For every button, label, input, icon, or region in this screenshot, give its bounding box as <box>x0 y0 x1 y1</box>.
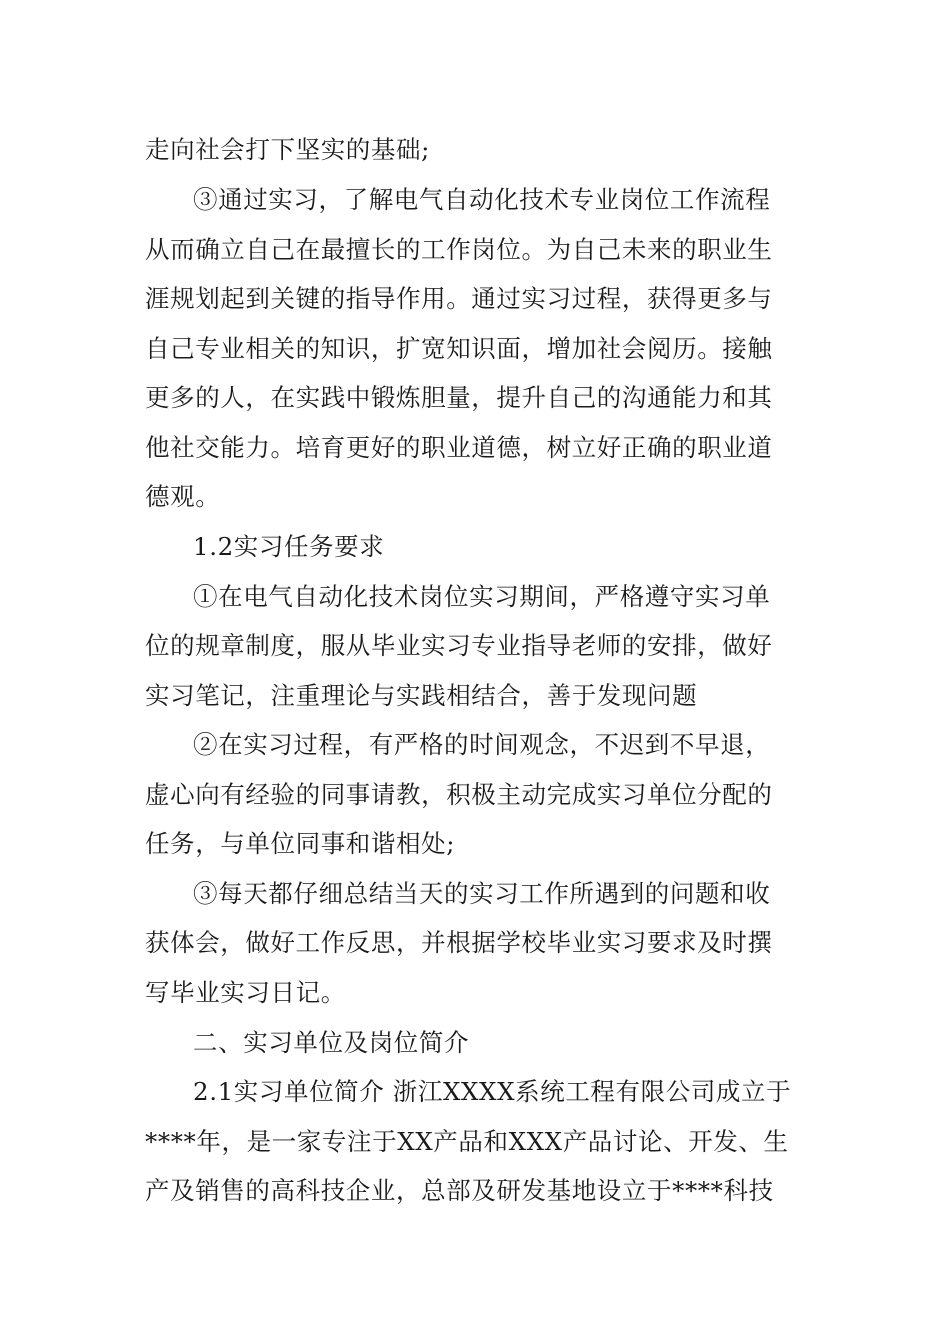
text-line-20: 2.1实习单位简介 浙江XXXX系统工程有限公司成立于 <box>193 1077 792 1106</box>
text-line-1: 走向社会打下坚实的基础; <box>145 135 430 164</box>
text-line-16: ③每天都仔细总结当天的实习工作所遇到的问题和收 <box>193 879 771 908</box>
text-line-8: 德观。 <box>145 482 221 511</box>
text-line-2: ③通过实习，了解电气自动化技术专业岗位工作流程 <box>193 185 771 214</box>
text-line-15: 任务，与单位同事和谐相处; <box>145 829 456 858</box>
text-line-11: 位的规章制度，服从毕业实习专业指导老师的安排，做好 <box>145 631 773 660</box>
text-line-22: 产及销售的高科技企业，总部及研发基地设立于****科技 <box>145 1176 774 1205</box>
text-line-6: 更多的人，在实践中锻炼胆量，提升自己的沟通能力和其 <box>145 383 773 412</box>
text-line-5: 自己专业相关的知识，扩宽知识面，增加社会阅历。接触 <box>145 334 773 363</box>
section-heading-1-2: 1.2实习任务要求 <box>193 532 385 561</box>
text-line-12: 实习笔记，注重理论与实践相结合，善于发现问题 <box>145 681 698 710</box>
section-heading-2: 二、实习单位及岗位简介 <box>193 1028 470 1057</box>
text-line-17: 获体会，做好工作反思，并根据学校毕业实习要求及时撰 <box>145 928 773 957</box>
text-line-13: ②在实习过程，有严格的时间观念，不迟到不早退， <box>193 730 771 759</box>
text-line-7: 他社交能力。培育更好的职业道德，树立好正确的职业道 <box>145 433 773 462</box>
text-line-21: ****年，是一家专注于XX产品和XXX产品讨论、开发、生 <box>145 1127 789 1156</box>
text-line-3: 从而确立自己在最擅长的工作岗位。为自己未来的职业生 <box>145 235 773 264</box>
text-line-18: 写毕业实习日记。 <box>145 978 346 1007</box>
text-line-10: ①在电气自动化技术岗位实习期间，严格遵守实习单 <box>193 582 771 611</box>
text-line-4: 涯规划起到关键的指导作用。通过实习过程，获得更多与 <box>145 284 773 313</box>
text-line-14: 虚心向有经验的同事请教，积极主动完成实习单位分配的 <box>145 780 773 809</box>
